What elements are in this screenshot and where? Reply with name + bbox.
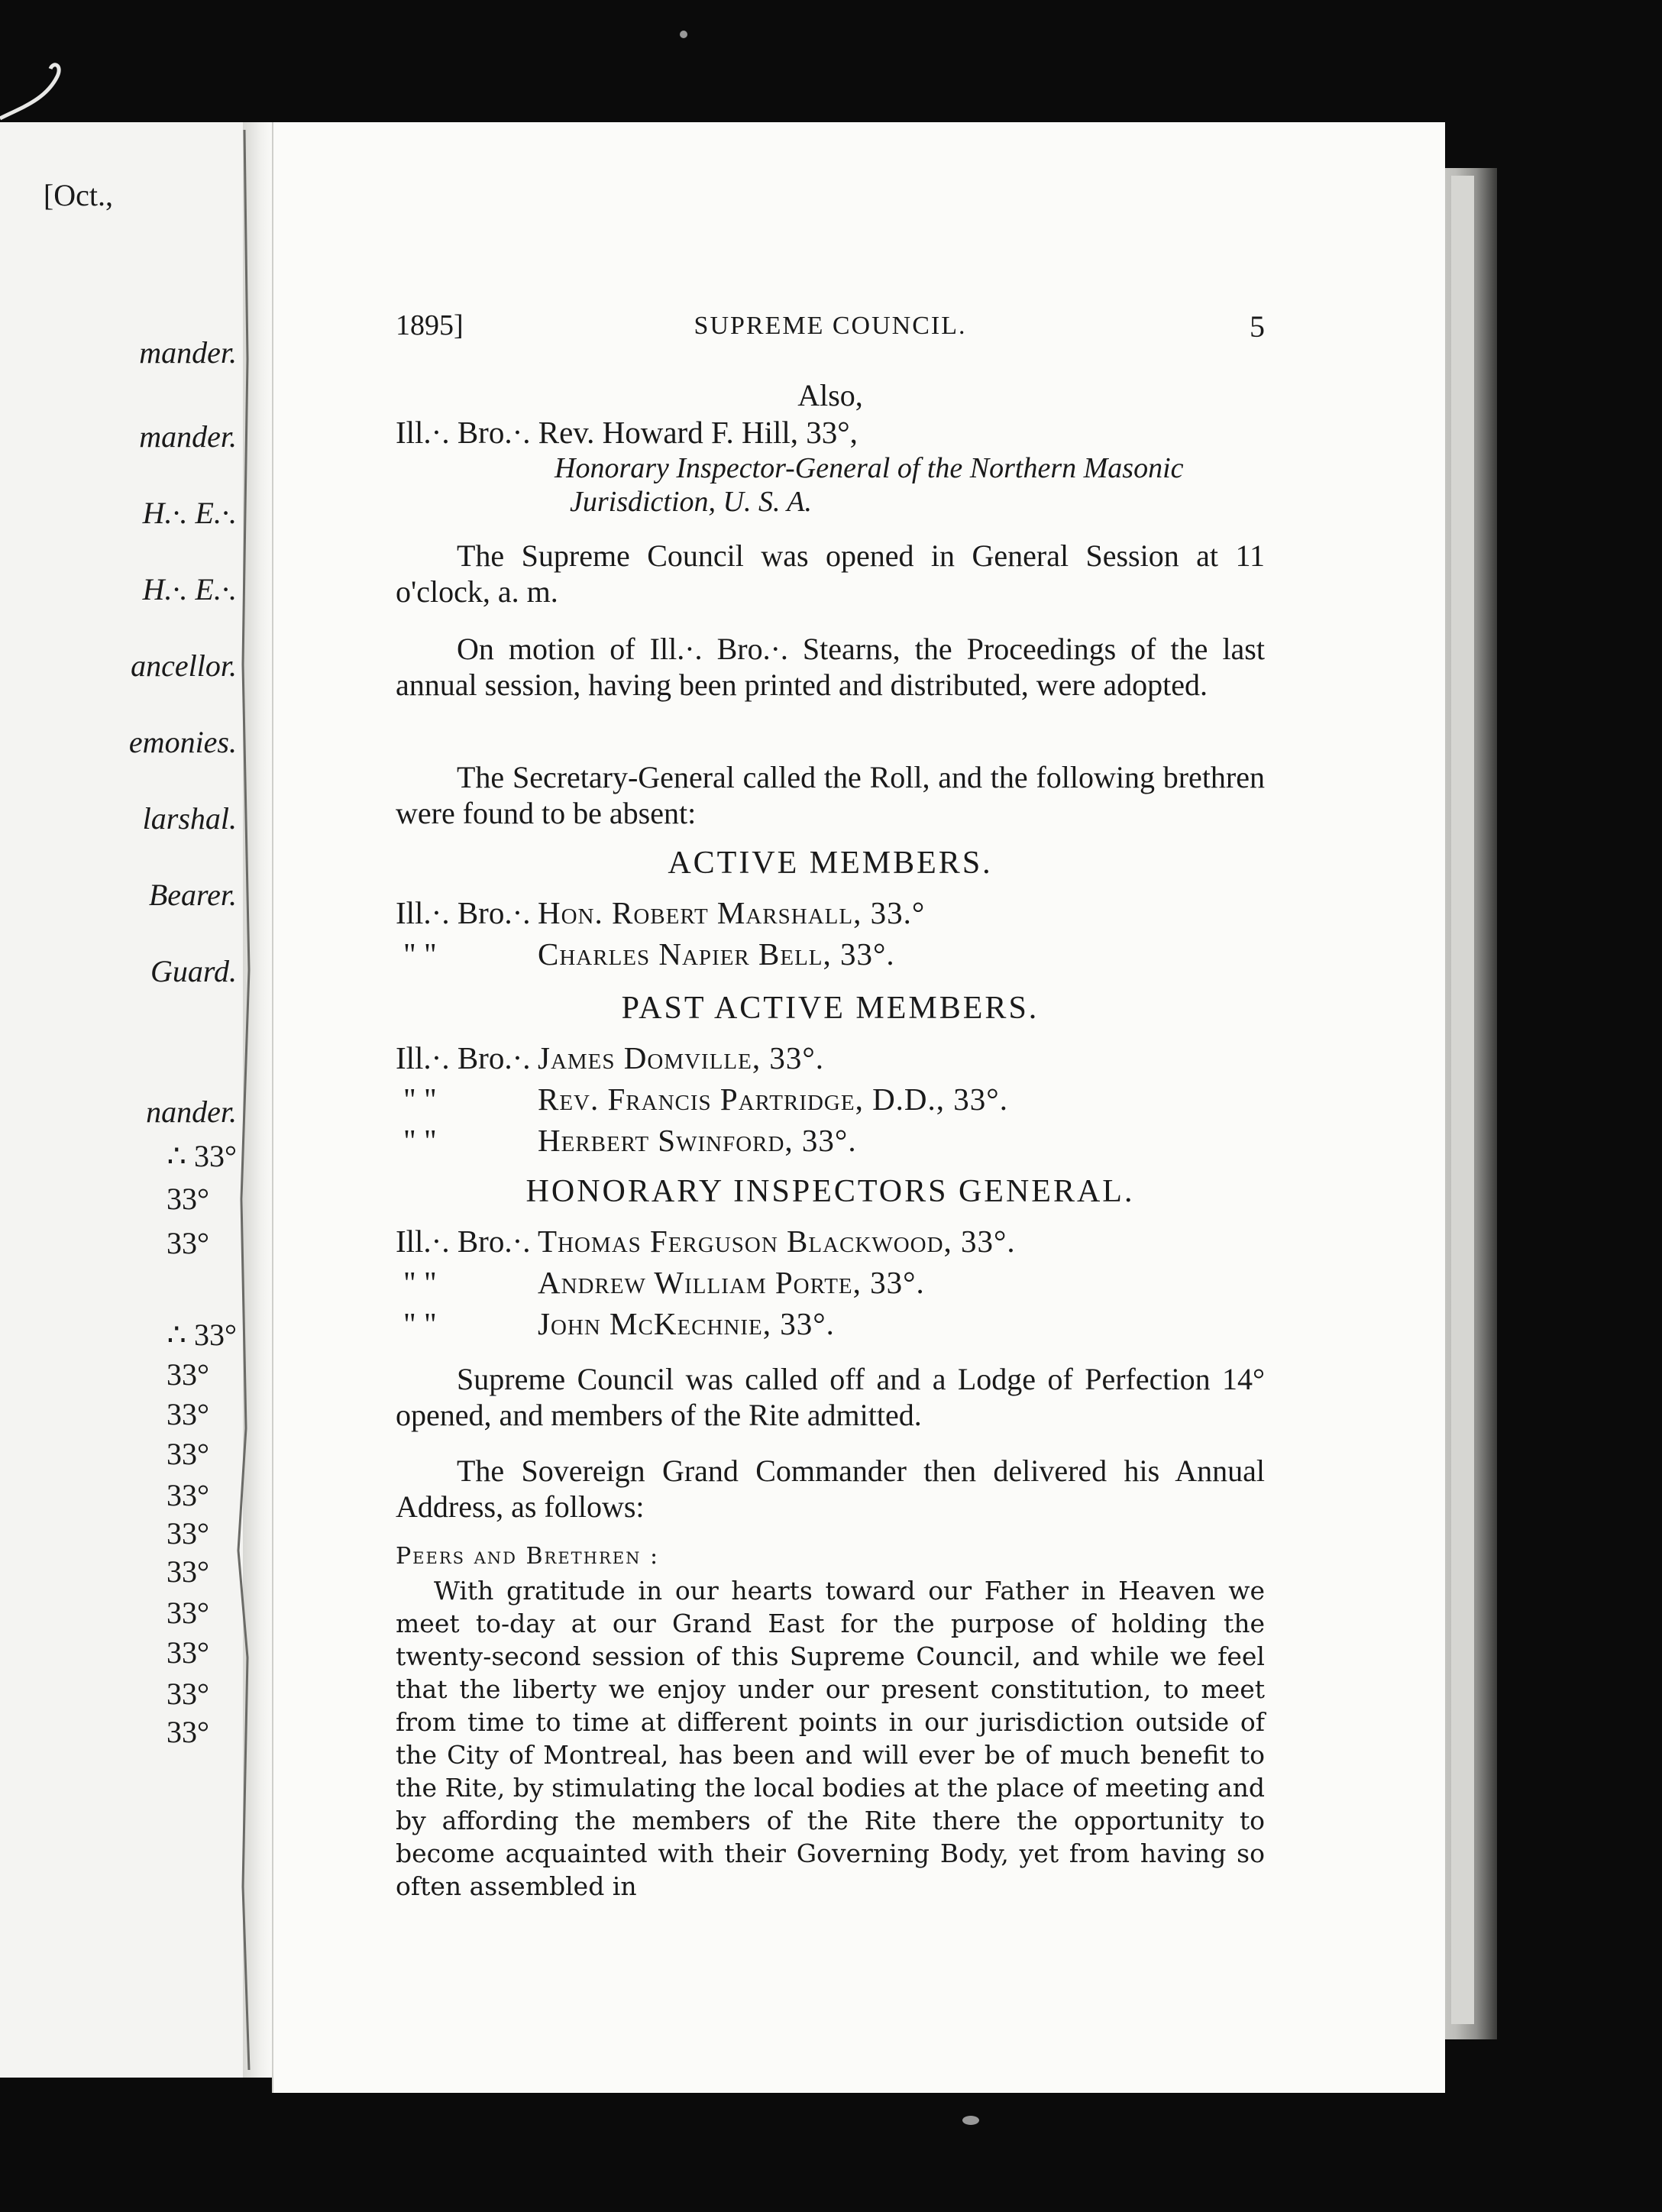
member-name: Rev. Francis Partridge, D.D., 33°. [538, 1082, 1008, 1117]
paragraph-roll: The Secretary-General called the Roll, and the following brethren were found to be absent: [396, 760, 1265, 830]
page-curl-mark [0, 31, 84, 122]
left-page-line: H.·. E.·. [142, 496, 237, 530]
member-prefix: Ill.·. Bro.·. [396, 895, 531, 930]
also-name: Ill.·. Bro.·. Rev. Howard F. Hill, 33°, [396, 415, 858, 450]
member-name: Charles Napier Bell, 33°. [538, 936, 895, 972]
torn-edge [229, 130, 260, 2070]
section-honorary-inspectors [396, 1173, 1265, 1344]
running-head-year: 1895] [396, 309, 464, 341]
left-page-line: 33° [167, 1715, 209, 1749]
member-prefix: Ill.·. Bro.·. [396, 1040, 531, 1075]
member-name: John McKechnie, 33°. [538, 1306, 835, 1341]
member-name: Hon. Robert Marshall, 33.° [538, 895, 926, 930]
paragraph-annual-address-intro: The Sovereign Grand Commander then delivered his Annual Address, as follows: [396, 1454, 1265, 1524]
page-number: 5 [1250, 309, 1265, 344]
member-prefix: " " [403, 1123, 437, 1158]
member-prefix: " " [403, 1306, 437, 1341]
section-active-members [396, 845, 1265, 975]
member-name: Thomas Ferguson Blackwood, 33°. [538, 1224, 1016, 1259]
left-page-line: 33° [167, 1478, 209, 1512]
left-page-line: mander. [139, 335, 237, 370]
left-page-line: 33° [167, 1554, 209, 1589]
left-page-line: ∴ 33° [167, 1318, 237, 1352]
left-page-line: emonies. [128, 725, 237, 759]
running-head-title: SUPREME COUNCIL. [694, 312, 967, 340]
left-page-line: 33° [167, 1182, 209, 1216]
left-page-line: H.·. E.·. [142, 572, 237, 606]
section-heading: HONORARY INSPECTORS GENERAL. [525, 1174, 1135, 1209]
left-page-line: 33° [167, 1437, 209, 1471]
member-prefix: " " [403, 1082, 437, 1117]
left-page-line: 33° [167, 1516, 209, 1551]
left-page-line: larshal. [142, 801, 237, 836]
left-page-line: 33° [167, 1635, 209, 1670]
left-page-line: 33° [167, 1226, 209, 1260]
paragraph-motion: On motion of Ill.·. Bro.·. Stearns, the Proceedings of the last annual session, having been printed and distributed, were adopted. [396, 632, 1265, 702]
left-page-line: 33° [167, 1357, 209, 1392]
member-name: James Domville, 33°. [538, 1040, 825, 1075]
member-name: Andrew William Porte, 33°. [538, 1265, 925, 1300]
running-head [396, 309, 1265, 354]
also-label: Also, [797, 378, 863, 412]
left-page-line: Guard. [150, 954, 237, 988]
also-title-line2: Jurisdiction, U. S. A. [570, 486, 813, 518]
section-past-active-members [396, 990, 1265, 1161]
page-stack-edge-inner [1451, 176, 1474, 2024]
also-block [396, 377, 1265, 519]
left-page [0, 122, 243, 2078]
left-page-line: Bearer. [148, 878, 237, 912]
left-page-line: nander. [146, 1095, 237, 1129]
paragraph-lodge-of-perfection: Supreme Council was called off and a Lodge of Perfection 14° opened, and members of the Rite admitted. [396, 1362, 1265, 1432]
left-page-line: 33° [167, 1397, 209, 1431]
dust-speck [962, 2116, 979, 2125]
left-page-line: 33° [167, 1677, 209, 1711]
address-text: With gratitude in our hearts toward our Father in Heaven we meet to-day at our Grand East for the purpose of holding the twenty-second session of this Supreme Council, and while we feel that the liberty we enjoy under our present constitution, to meet from time to time at different points in our jurisdiction outside of the City of Montreal, has been and will ever be of much benefit to the Rite, by stimulating the local bodies at the place of meeting and by affording the members of the Rite there the opportunity to become acquainted with their Governing Body, yet from having so often assembled in [396, 1576, 1265, 1901]
dust-speck [680, 31, 687, 38]
member-name: Herbert Swinford, 33°. [538, 1123, 857, 1158]
address-block [396, 1543, 1265, 1903]
left-page-line: ∴ 33° [167, 1139, 237, 1173]
address-salutation: Peers and Brethren : [396, 1543, 660, 1570]
left-page-line: [Oct., [43, 178, 113, 212]
left-page-line: ancellor. [131, 648, 237, 683]
section-heading: ACTIVE MEMBERS. [668, 846, 993, 881]
section-heading: PAST ACTIVE MEMBERS. [621, 991, 1040, 1026]
member-prefix: " " [403, 1265, 437, 1300]
left-page-line: mander. [139, 419, 237, 454]
member-prefix: " " [403, 936, 437, 972]
also-title-line1: Honorary Inspector-General of the Northern Masonic [555, 452, 1184, 484]
member-prefix: Ill.·. Bro.·. [396, 1224, 531, 1259]
paragraph-opened: The Supreme Council was opened in General Session at 11 o'clock, a. m. [396, 538, 1265, 609]
left-page-line: 33° [167, 1596, 209, 1630]
